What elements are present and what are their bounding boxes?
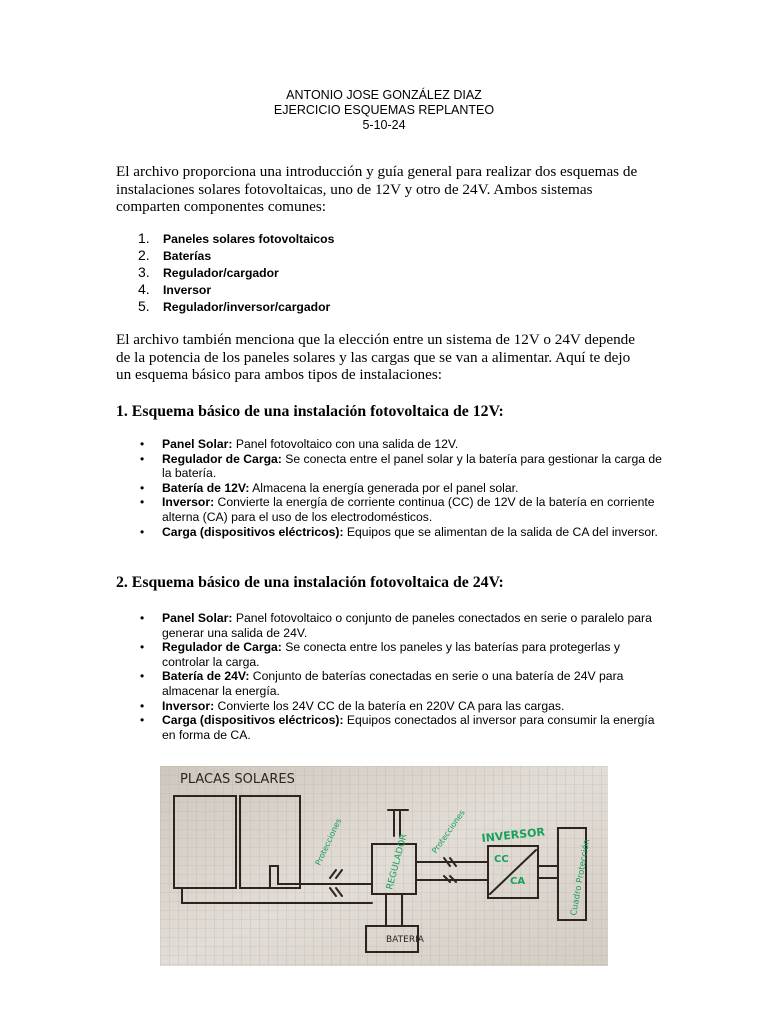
selection-paragraph: [116, 331, 656, 384]
hand-drawn-schematic-photo: [160, 766, 608, 966]
intro-line: comparten componentes comunes:: [116, 198, 327, 215]
sketch-label-ca: CA: [510, 876, 526, 887]
sketch-label-protecciones-2: Protecciones: [430, 808, 467, 856]
list-item: • Panel Solar: Panel fotovoltaico o conjunto de paneles conectados en serie o paralelo para generar una salida de 24V.: [140, 611, 652, 640]
section-24v-list: [140, 611, 665, 742]
sketch-label-cuadro: Cuadro Protección: [569, 838, 593, 917]
list-item: • Batería de 24V: Conjunto de baterías conectadas en serie o una batería de 24V para almacenar la energía.: [140, 669, 624, 698]
list-item: • Carga (dispositivos eléctricos): Equipos que se alimentan de la salida de CA del inversor.: [140, 524, 658, 539]
section-12v-list: [140, 437, 665, 539]
list-item: • Regulador de Carga: Se conecta entre el panel solar y la batería para gestionar la carga de la batería.: [140, 451, 662, 481]
document-page: ANTONIO JOSE GONZÁLEZ DIAZ EJERCICIO ESQUEMAS REPLANTEO 5-10-24 El archivo proporciona una introducción y guía general para realizar dos esquemas de instalaciones solares fotovoltaicas, uno de 12V y otro de 24V. Ambos sistemas comparten componentes comunes: 1. Paneles solares fotovoltaicos 2. Baterías 3. Regulador/cargador 4. Inversor 5. Regulador/inversor/cargador El archivo también menciona que la elección entre un sistema de 12V o 24V depende de la potencia de los paneles solares y las cargas que se van a alimentar. Aquí te dejo un esquema básico para ambos tipos de instalaciones: 1. Esquema básico de una instalación fotovoltaica de 12V: • Panel Solar: Panel fotovoltaico con una salida de 12V. • Regulador de Carga: Se conecta entre el panel solar y la batería para gestionar la carga de la batería. • Batería de 12V: Almacena la energía generada por el panel solar. • Inversor: Convierte la energía de corriente continua (CC) de 12V de la batería en corriente alterna (CA) para el uso de los electrodomésticos. • Carga (dispositivos eléctricos): Equipos que se alimentan de la salida de CA del inversor. 2. Esquema básico de una instalación fotovoltaica de 24V: • Panel Solar: Panel fotovoltaico o conjunto de paneles conectados en serie o paralelo para generar una salida de 24V. • Regulador de Carga: Se conecta entre los paneles y las baterías para protegerlas y controlar la carga. • Batería de 24V: Conjunto de baterías conectadas en serie o una batería de 24V para almacenar la energía. • Inversor: Convierte los 24V CC de la batería en 220V CA para las cargas. • Carga (dispositivos eléctricos): Equipos conectados al inversor para consumir la energía en forma de CA. PLACAS SOLARES BATERIA Protecciones Protecciones REGULADOR INVERSOR CC CA Cuadro Protección: [0, 0, 768, 1024]
section-12v-heading: 1. Esquema básico de una instalación fotovoltaica de 12V:: [116, 403, 504, 420]
list-item: • Inversor: Convierte los 24V CC de la batería en 220V CA para las cargas.: [140, 698, 565, 713]
author-name: ANTONIO JOSE GONZÁLEZ DIAZ: [286, 88, 482, 102]
list-item: • Inversor: Convierte la energía de corriente continua (CC) de 12V de la batería en corriente alterna (CA) para el uso de los electrodomésticos.: [140, 495, 655, 524]
list-item: • Panel Solar: Panel fotovoltaico con una salida de 12V.: [140, 437, 459, 451]
sketch-label-placas: PLACAS SOLARES: [180, 772, 295, 787]
exercise-date: 5-10-24: [362, 118, 406, 132]
list-item: • Carga (dispositivos eléctricos): Equipos conectados al inversor para consumir la energía en forma de CA.: [140, 713, 655, 742]
list-item: • Regulador de Carga: Se conecta entre los paneles y las baterías para protegerlas y controlar la carga.: [140, 640, 620, 669]
paragraph-line: un esquema básico para ambos tipos de instalaciones:: [116, 366, 443, 383]
sketch-label-cc: CC: [494, 854, 509, 865]
intro-line: El archivo proporciona una introducción y guía general para realizar dos esquemas de: [116, 163, 638, 180]
section-24v-heading: 2. Esquema básico de una instalación fotovoltaica de 24V:: [116, 574, 504, 591]
list-item: • Batería de 12V: Almacena la energía generada por el panel solar.: [140, 480, 519, 495]
intro-paragraph: [116, 163, 656, 216]
paragraph-line: de la potencia de los paneles solares y las cargas que se van a alimentar. Aquí te dejo: [116, 348, 631, 366]
paragraph-line: El archivo también menciona que la elección entre un sistema de 12V o 24V depende: [116, 331, 636, 348]
sketch-label-bateria: BATERIA: [386, 935, 424, 945]
sketch-label-protecciones-1: Protecciones: [313, 816, 344, 867]
sketch-label-regulador: REGULADOR: [385, 832, 410, 891]
exercise-title: EJERCICIO ESQUEMAS REPLANTEO: [273, 103, 495, 117]
sketch-label-inversor: INVERSOR: [480, 825, 546, 845]
intro-line: instalaciones solares fotovoltaicas, uno de 12V y otro de 24V. Ambos sistemas: [116, 180, 593, 198]
